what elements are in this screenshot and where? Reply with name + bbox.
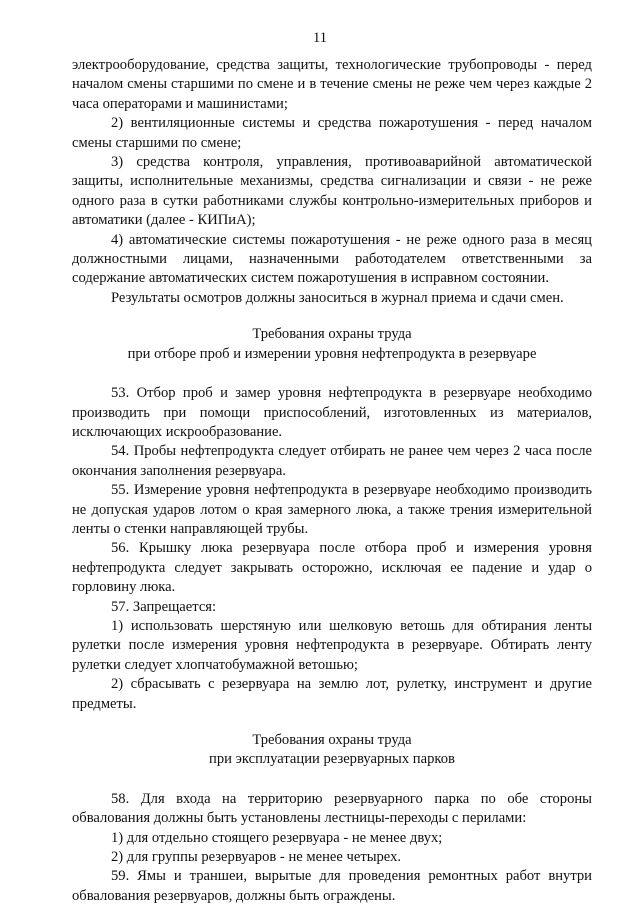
- section-title-line-1: Требования охраны труда: [252, 732, 412, 748]
- paragraph-57-item-1: 1) использовать шерстяную или шелковую ветошь для обтирания ленты рулетки после измерения уровня нефтепродукта в резервуаре. Обтирать ленту рулетки следует хлопчатобумажной ветошью;: [72, 617, 592, 673]
- section-title-line-2: при отборе проб и измерении уровня нефтепродукта в резервуаре: [127, 345, 537, 362]
- paragraph-54: 54. Пробы нефтепродукта следует отбирать не ранее чем через 2 часа после окончания заполнения резервуара.: [72, 443, 592, 479]
- section-heading-tank-farms: [72, 731, 592, 770]
- paragraph-59: 59. Ямы и траншеи, вырытые для проведения ремонтных работ внутри обвалования резервуаров, должны быть ограждены.: [72, 868, 592, 904]
- paragraph-57: 57. Запрещается:: [111, 598, 217, 615]
- section-heading-sampling: [72, 325, 592, 364]
- paragraph-57-item-2: 2) сбрасывать с резервуара на землю лот, рулетку, инструмент и другие предметы.: [72, 676, 592, 712]
- section-title-line-1: Требования охраны труда: [252, 326, 412, 343]
- paragraph-item-2: 2) вентиляционные системы и средства пожаротушения - перед началом смены старшими по смене;: [72, 115, 592, 151]
- paragraph-continuation: электрооборудование, средства защиты, технологические трубопроводы - перед началом смены старшими по смене и в течение смены не реже чем через каждые 2 часа операторами и машинистами;: [72, 57, 592, 112]
- paragraph-results: Результаты осмотров должны заноситься в журнал приема и сдачи смен.: [111, 289, 564, 306]
- paragraph-53: 53. Отбор проб и замер уровня нефтепродукта в резервуаре необходимо производить при помощи приспособлений, изготовленных из материалов, исключающих искрообразование.: [72, 385, 592, 440]
- paragraph-55: 55. Измерение уровня нефтепродукта в резервуаре необходимо производить не допуская ударов лотом о края замерного люка, а также трения измерительной ленты о стенки направляющей трубы.: [72, 482, 592, 537]
- paragraph-item-4: 4) автоматические системы пожаротушения - не реже одного раза в месяц должностными лицами, назначенными работодателем ответственными за содержание автоматических систем пожаротушения в исправном состоянии.: [72, 231, 592, 287]
- paragraph-58: 58. Для входа на территорию резервуарного парка по обе стороны обвалования должны быть установлены лестницы-переходы с перилами:: [72, 790, 592, 827]
- section-title-line-2: при эксплуатации резервуарных парков: [209, 751, 455, 768]
- paragraph-58-item-1: 1) для отдельно стоящего резервуара - не менее двух;: [111, 829, 443, 846]
- document-body: [72, 56, 592, 906]
- paragraph-58-item-2: 2) для группы резервуаров - не менее четырех.: [111, 849, 402, 866]
- page-number: 11: [313, 30, 327, 46]
- paragraph-item-3: 3) средства контроля, управления, противоаварийной автоматической защиты, исполнительные механизмы, средства сигнализации и связи - не реже одного раза в сутки работниками службы контрольно-измерительных приборов и автоматики (далее - КИПиА);: [72, 154, 592, 229]
- paragraph-56: 56. Крышку люка резервуара после отбора проб и измерения уровня нефтепродукта следует закрывать осторожно, исключая ее падение и удар о горловину люка.: [72, 540, 592, 596]
